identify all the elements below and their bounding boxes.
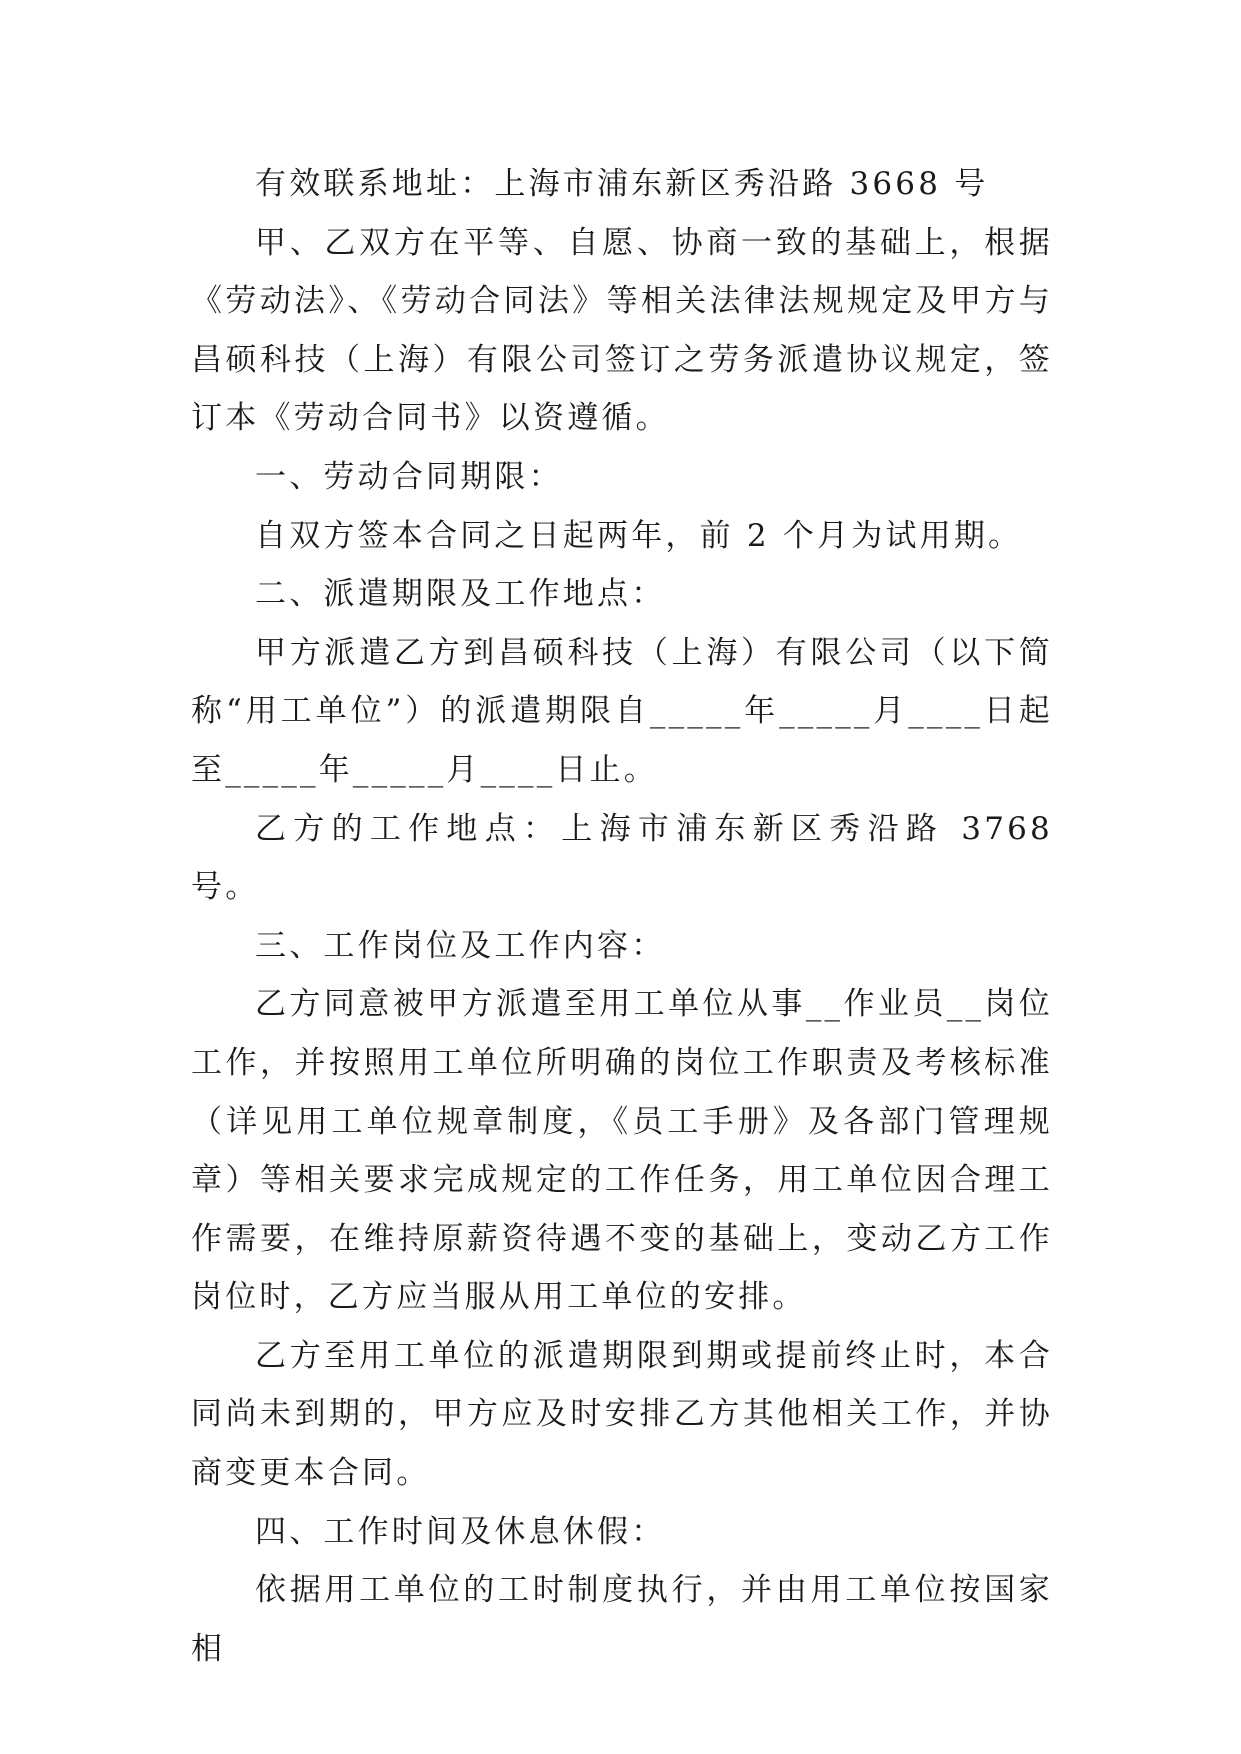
section-1-body: 自双方签本合同之日起两年，前 2 个月为试用期。 (255, 517, 1023, 554)
section-3-heading: 三、工作岗位及工作内容： (255, 927, 666, 964)
section-4-body: 依据用工单位的工时制度执行，并由用工单位按国家相 (191, 1572, 1053, 1667)
section-2-workplace: 乙方的工作地点：上海市浦东新区秀沿路 3768 号。 (191, 810, 1053, 906)
contact-address: 有效联系地址：上海市浦东新区秀沿路 3668 号 (255, 166, 989, 202)
document-body (191, 155, 1053, 1678)
section-2-body: 甲方派遣乙方到昌硕科技（上海）有限公司（以下简称“用工单位”）的派遣期限自_____年_____月____日起至_____年_____月____日止。 (191, 634, 1053, 788)
section-3-termination: 乙方至用工单位的派遣期限到期或提前终止时，本合同尚未到期的，甲方应及时安排乙方其他相关工作，并协商变更本合同。 (191, 1337, 1053, 1492)
section-2-heading: 二、派遣期限及工作地点： (255, 576, 666, 613)
section-1-heading: 一、劳动合同期限： (255, 458, 563, 495)
preamble-paragraph: 甲、乙双方在平等、自愿、协商一致的基础上，根据《劳动法》、《劳动合同法》等相关法律法规规定及甲方与昌硕科技（上海）有限公司签订之劳务派遣协议规定，签订本《劳动合同书》以资遵循。 (191, 224, 1053, 437)
section-4-heading: 四、工作时间及休息休假： (255, 1513, 666, 1550)
section-3-body: 乙方同意被甲方派遣至用工单位从事__作业员__岗位工作，并按照用工单位所明确的岗位工作职责及考核标准（详见用工单位规章制度，《员工手册》及各部门管理规章）等相关要求完成规定的工作任务，用工单位因合理工作需要，在维持原薪资待遇不变的基础上，变动乙方工作岗位时，乙方应当服从用工单位的安排。 (191, 986, 1053, 1316)
